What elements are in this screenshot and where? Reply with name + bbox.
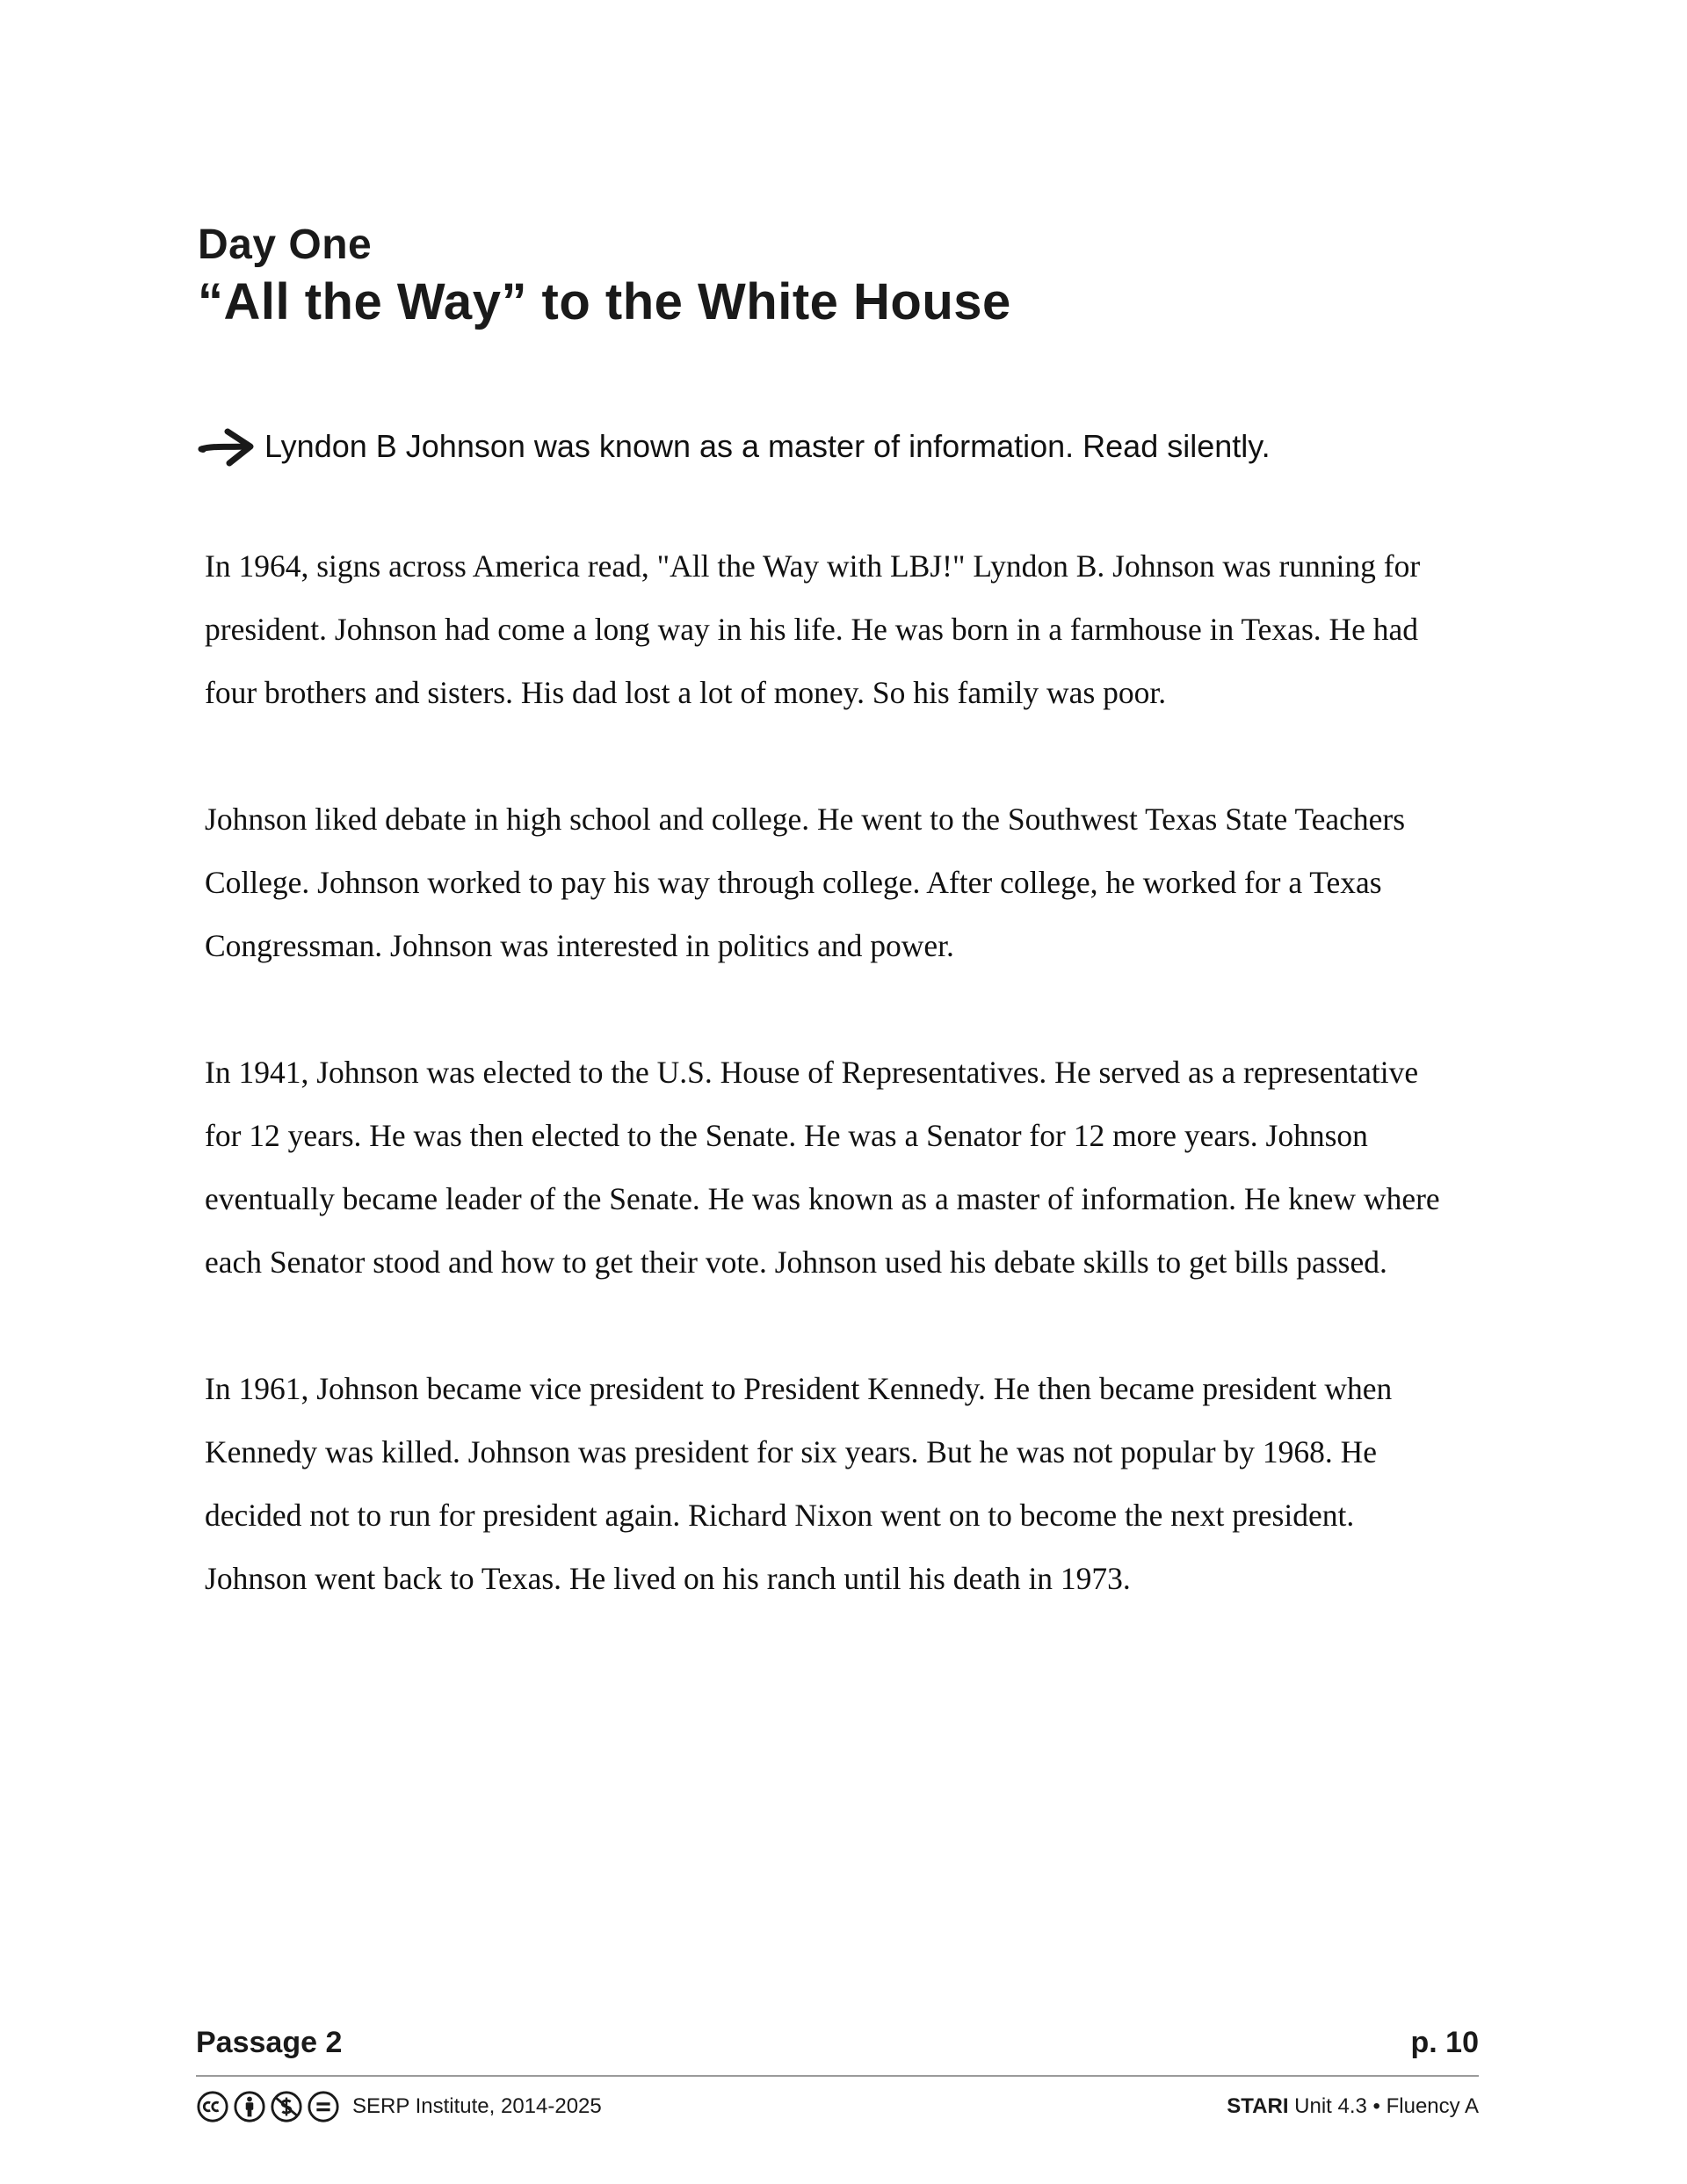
nc-icon bbox=[270, 2090, 303, 2123]
license-block bbox=[196, 2090, 602, 2123]
passage-body bbox=[205, 534, 1452, 1673]
instruction-text: Lyndon B Johnson was known as a master of information. Read silently. bbox=[264, 428, 1271, 464]
by-icon bbox=[233, 2090, 266, 2123]
nd-icon bbox=[307, 2090, 340, 2123]
footer-top-row bbox=[196, 2026, 1479, 2060]
footer-divider bbox=[196, 2075, 1479, 2077]
footer-bottom-row bbox=[196, 2087, 1479, 2126]
passage-title: “All the Way” to the White House bbox=[198, 273, 1011, 330]
series-info bbox=[1227, 2094, 1479, 2119]
day-label: Day One bbox=[198, 221, 373, 268]
cc-icon bbox=[196, 2090, 229, 2123]
passage-label: Passage 2 bbox=[196, 2026, 343, 2059]
paragraph: In 1964, signs across America read, "All the Way with LBJ!" Lyndon B. Johnson was running for president. Johnson had come a long way in his life. He was born in a farmhouse in Texas. He had four brothers and sisters. His dad lost a lot of money. So his family was poor. bbox=[205, 548, 1421, 710]
series-name: STARI bbox=[1227, 2094, 1289, 2118]
arrow-right-icon bbox=[198, 424, 259, 468]
instruction-line bbox=[198, 420, 1516, 473]
paragraph: In 1941, Johnson was elected to the U.S. House of Representatives. He served as a representative for 12 years. He was then elected to the Senate. He was a Senator for 12 more years. Johnson eventually became leader of the Senate. He was known as a master of information. He knew where each Senator stood and how to get their vote. Johnson used his debate skills to get bills passed. bbox=[205, 1055, 1440, 1280]
page-header bbox=[198, 220, 1516, 334]
series-detail: Unit 4.3 • Fluency A bbox=[1288, 2094, 1479, 2118]
paragraph: Johnson liked debate in high school and college. He went to the Southwest Texas State Teachers College. Johnson worked to pay his way through college. After college, he worked for a Texas Congressman. Johnson was interested in politics and power. bbox=[205, 802, 1406, 963]
copyright-text: SERP Institute, 2014-2025 bbox=[352, 2094, 602, 2118]
paragraph: In 1961, Johnson became vice president to President Kennedy. He then became president when Kennedy was killed. Johnson was president for six years. But he was not popular by 1968. He decided not to run for president again. Richard Nixon went on to become the next president. Johnson went back to Texas. He lived on his ranch until his death in 1973. bbox=[205, 1371, 1393, 1596]
license-icons bbox=[196, 2090, 340, 2123]
page-number: p. 10 bbox=[1410, 2026, 1479, 2059]
